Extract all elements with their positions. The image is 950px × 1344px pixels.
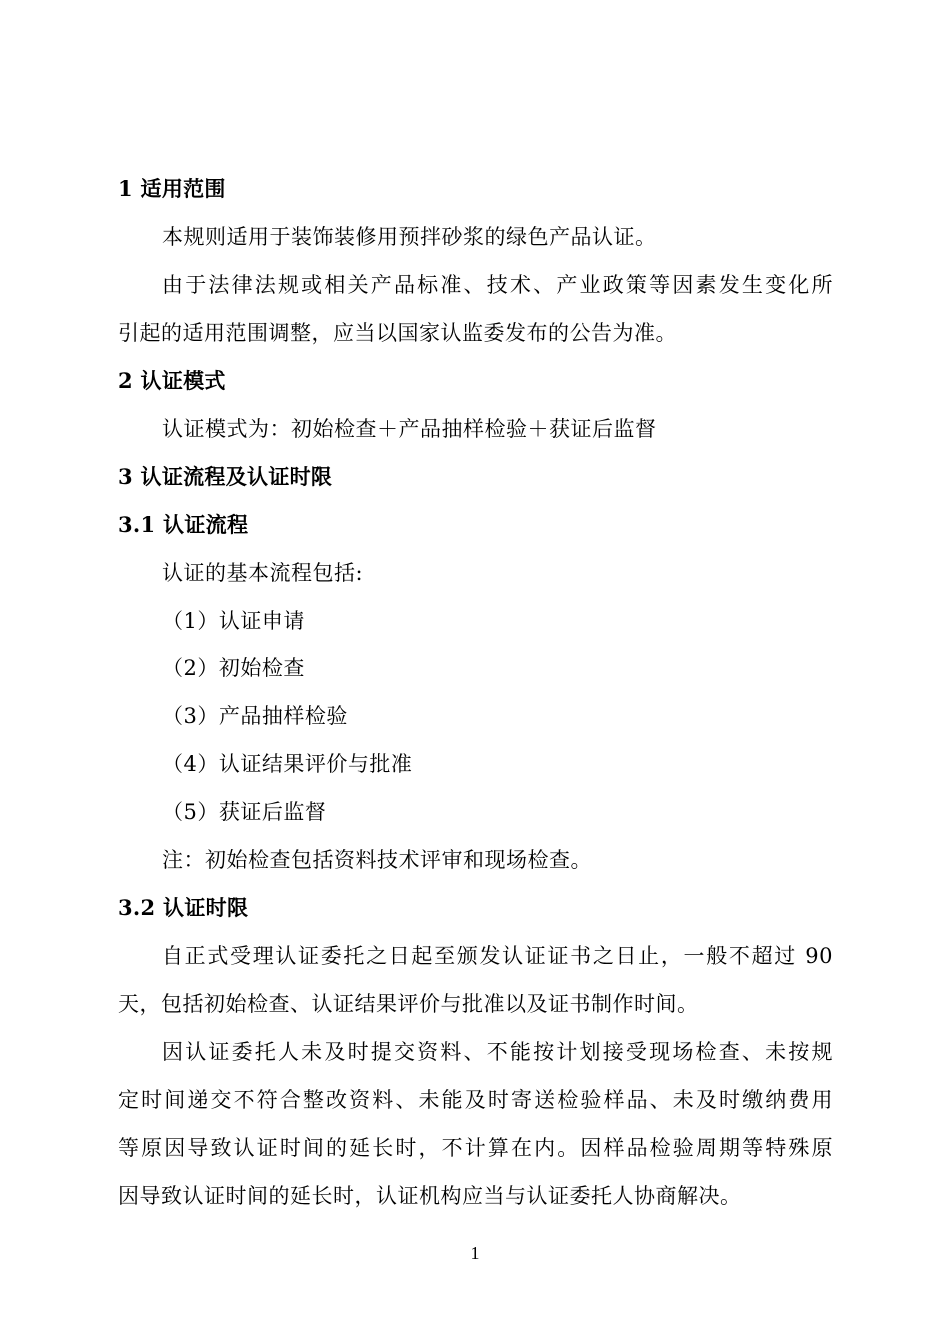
section-3-1-note: 注：初始检查包括资料技术评审和现场检查。 — [162, 848, 592, 872]
section-2-heading: 2 认证模式 — [118, 368, 226, 393]
list-item: （1）认证申请 — [162, 609, 305, 633]
list-item: （2）初始检查 — [162, 656, 305, 680]
list-item: （3）产品抽样检验 — [162, 704, 348, 728]
list-item: （4）认证结果评价与批准 — [162, 752, 413, 776]
section-1-paragraph-1: 本规则适用于装饰装修用预拌砂浆的绿色产品认证。 — [162, 225, 657, 249]
section-3-2-paragraph-1-line-2: 天，包括初始检查、认证结果评价与批准以及证书制作时间。 — [118, 992, 699, 1016]
section-3-2-paragraph-1-line-1: 自正式受理认证委托之日起至颁发认证证书之日止，一般不超过 90 — [162, 944, 833, 968]
section-3-heading: 3 认证流程及认证时限 — [118, 464, 333, 489]
section-3-1-heading: 3.1 认证流程 — [118, 512, 249, 537]
section-3-1-intro: 认证的基本流程包括: — [162, 561, 364, 585]
list-item: （5）获证后监督 — [162, 800, 327, 824]
section-1-paragraph-2-line-1: 由于法律法规或相关产品标准、技术、产业政策等因素发生变化所 — [162, 273, 833, 297]
section-1-heading: 1 适用范围 — [118, 176, 226, 201]
section-2-paragraph-1: 认证模式为：初始检查＋产品抽样检验＋获证后监督 — [162, 417, 657, 441]
section-1-paragraph-2-line-2: 引起的适用范围调整，应当以国家认监委发布的公告为准。 — [118, 321, 677, 345]
section-3-2-paragraph-2-line-2: 定时间递交不符合整改资料、未能及时寄送检验样品、未及时缴纳费用 — [118, 1088, 833, 1112]
page-number: 1 — [470, 1243, 480, 1263]
section-3-2-paragraph-2-line-1: 因认证委托人未及时提交资料、不能按计划接受现场检查、未按规 — [162, 1040, 833, 1064]
section-3-2-heading: 3.2 认证时限 — [118, 895, 249, 920]
section-3-2-paragraph-2-line-4: 因导致认证时间的延长时，认证机构应当与认证委托人协商解决。 — [118, 1184, 742, 1208]
section-3-2-paragraph-2-line-3: 等原因导致认证时间的延长时，不计算在内。因样品检验周期等特殊原 — [118, 1136, 833, 1160]
